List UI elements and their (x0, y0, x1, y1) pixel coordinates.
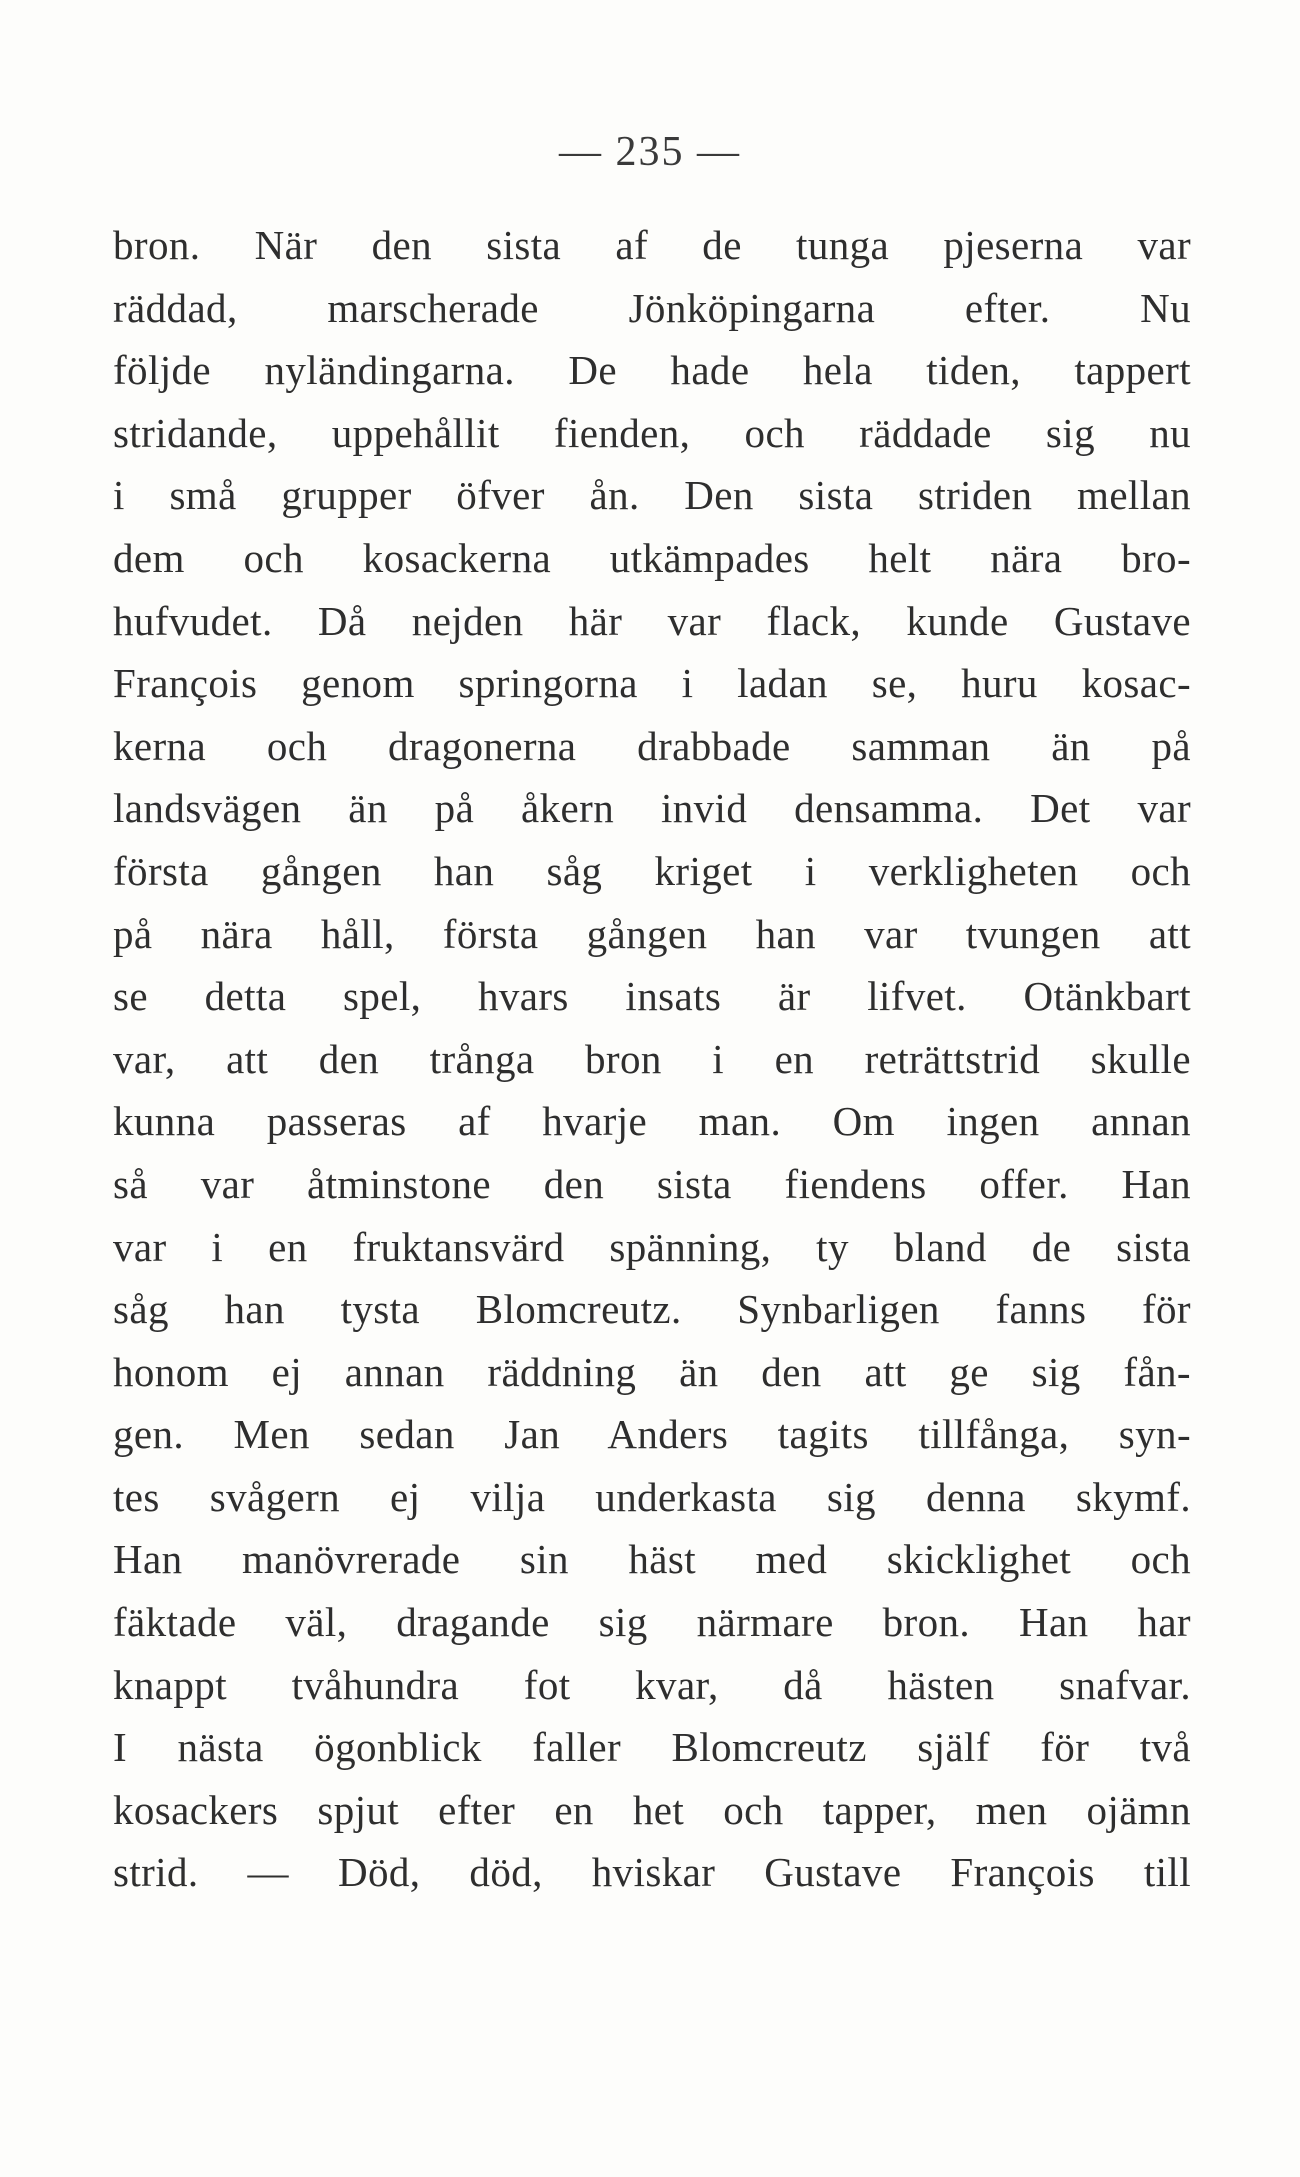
text-line: strid. — Död, död, hviskar Gustave François till (113, 1849, 1191, 1896)
text-line: kerna och dragonerna drabbade samman än på (113, 722, 1191, 769)
text-line: i små grupper öfver ån. Den sista striden mellan (113, 472, 1191, 519)
text-line: dem och kosackerna utkämpades helt nära bro- (113, 534, 1191, 581)
text-line: fäktade väl, dragande sig närmare bron. Han har (113, 1599, 1191, 1646)
text-line: honom ej annan räddning än den att ge sig fån- (113, 1348, 1191, 1395)
text-line: första gången han såg kriget i verkligheten och (113, 847, 1191, 894)
text-line: såg han tysta Blomcreutz. Synbarligen fanns för (113, 1286, 1191, 1333)
text-line: räddad, marscherade Jönköpingarna efter. Nu (113, 284, 1191, 331)
text-line: följde nyländingarna. De hade hela tiden, tappert (113, 347, 1191, 394)
text-line: hufvudet. Då nejden här var flack, kunde Gustave (113, 597, 1191, 644)
text-line: tes svågern ej vilja underkasta sig denna skymf. (113, 1473, 1191, 1520)
text-line: François genom springorna i ladan se, huru kosac- (113, 660, 1191, 707)
body-text (113, 214, 1191, 1904)
text-line: gen. Men sedan Jan Anders tagits tillfånga, syn- (113, 1411, 1191, 1458)
text-line: på nära håll, första gången han var tvungen att (113, 910, 1191, 957)
text-line: var, att den trånga bron i en reträttstrid skulle (113, 1035, 1191, 1082)
text-line: så var åtminstone den sista fiendens offer. Han (113, 1160, 1191, 1207)
text-line: Han manövrerade sin häst med skicklighet och (113, 1536, 1191, 1583)
text-line: knappt tvåhundra fot kvar, då hästen snafvar. (113, 1661, 1191, 1708)
text-line: se detta spel, hvars insats är lifvet. Otänkbart (113, 973, 1191, 1020)
text-line: kosackers spjut efter en het och tapper, men ojämn (113, 1786, 1191, 1833)
text-line: stridande, uppehållit fienden, och räddade sig nu (113, 409, 1191, 456)
text-line: bron. När den sista af de tunga pjeserna var (113, 222, 1191, 268)
text-line: I nästa ögonblick faller Blomcreutz själf för två (113, 1724, 1191, 1771)
text-line: var i en fruktansvärd spänning, ty bland de sista (113, 1223, 1191, 1270)
text-line: landsvägen än på åkern invid densamma. Det var (113, 785, 1191, 832)
page-number: — 235 — (559, 129, 741, 175)
text-line: kunna passeras af hvarje man. Om ingen annan (113, 1098, 1191, 1145)
